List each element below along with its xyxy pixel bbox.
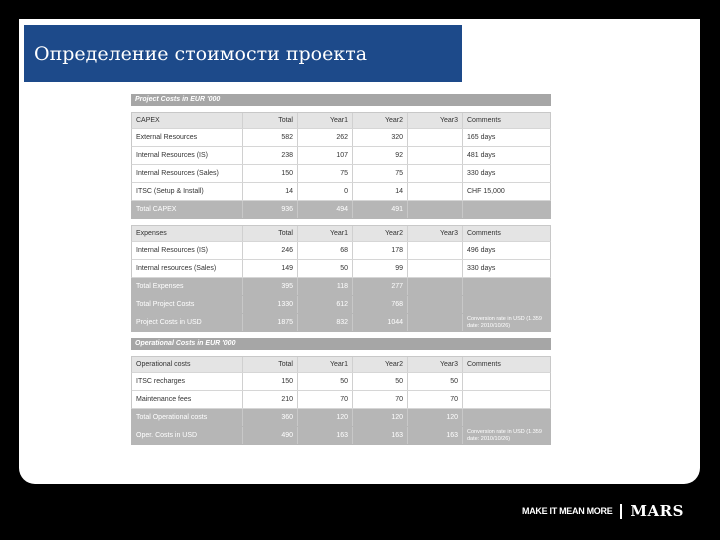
comment-cell bbox=[463, 278, 550, 295]
value-cell: 238 bbox=[243, 147, 298, 164]
value-cell: Year3 bbox=[408, 226, 463, 241]
project-costs-table bbox=[131, 94, 551, 445]
value-cell: 163 bbox=[353, 427, 408, 444]
value-cell: 936 bbox=[243, 201, 298, 218]
value-cell: 107 bbox=[298, 147, 353, 164]
value-cell: 582 bbox=[243, 129, 298, 146]
brand-logo: MARS bbox=[630, 502, 684, 520]
value-cell: 491 bbox=[353, 201, 408, 218]
value-cell: 70 bbox=[408, 391, 463, 408]
value-cell: 262 bbox=[298, 129, 353, 146]
summary-row bbox=[131, 427, 551, 445]
value-cell: Year2 bbox=[353, 226, 408, 241]
value-cell: 490 bbox=[243, 427, 298, 444]
value-cell bbox=[408, 260, 463, 277]
value-cell: 150 bbox=[243, 373, 298, 390]
value-cell: 494 bbox=[298, 201, 353, 218]
value-cell: 768 bbox=[353, 296, 408, 313]
value-cell: 75 bbox=[298, 165, 353, 182]
row-label: Project Costs in USD bbox=[132, 314, 243, 331]
value-cell: Total bbox=[243, 113, 298, 128]
value-cell: 149 bbox=[243, 260, 298, 277]
value-cell: 70 bbox=[298, 391, 353, 408]
value-cell bbox=[408, 242, 463, 259]
table-header-row bbox=[131, 112, 551, 129]
value-cell bbox=[408, 314, 463, 331]
total-row bbox=[131, 278, 551, 296]
value-cell: Year1 bbox=[298, 113, 353, 128]
brand-tagline: MAKE IT MEAN MORE bbox=[522, 506, 613, 516]
value-cell: Year2 bbox=[353, 357, 408, 372]
table-row bbox=[131, 260, 551, 278]
row-label: Operational costs bbox=[132, 357, 243, 372]
row-label: CAPEX bbox=[132, 113, 243, 128]
value-cell: 120 bbox=[408, 409, 463, 426]
table-header-row bbox=[131, 356, 551, 373]
value-cell: 50 bbox=[408, 373, 463, 390]
row-label: External Resources bbox=[132, 129, 243, 146]
comment-cell bbox=[463, 201, 550, 218]
value-cell: 360 bbox=[243, 409, 298, 426]
value-cell: 75 bbox=[353, 165, 408, 182]
comment-cell: Comments bbox=[467, 230, 501, 237]
section-header: Project Costs in EUR '000 bbox=[131, 94, 551, 106]
table-row bbox=[131, 165, 551, 183]
value-cell: 92 bbox=[353, 147, 408, 164]
total-row bbox=[131, 409, 551, 427]
comment-cell bbox=[463, 373, 550, 390]
row-label: Total CAPEX bbox=[132, 201, 243, 218]
row-label: Internal Resources (Sales) bbox=[132, 165, 243, 182]
comment-cell: 330 days bbox=[467, 170, 496, 177]
value-cell: 163 bbox=[408, 427, 463, 444]
comment-cell: Conversion rate in USD (1.359 date: 2010/10/26) bbox=[467, 316, 542, 329]
value-cell: 178 bbox=[353, 242, 408, 259]
row-label: Total Project Costs bbox=[132, 296, 243, 313]
total-row bbox=[131, 201, 551, 219]
value-cell: 210 bbox=[243, 391, 298, 408]
value-cell: 395 bbox=[243, 278, 298, 295]
row-label: Internal Resources (IS) bbox=[132, 242, 243, 259]
value-cell bbox=[408, 129, 463, 146]
row-label: Internal resources (Sales) bbox=[132, 260, 243, 277]
row-label: Maintenance fees bbox=[132, 391, 243, 408]
row-label: Expenses bbox=[132, 226, 243, 241]
value-cell: Total bbox=[243, 226, 298, 241]
row-label: ITSC recharges bbox=[132, 373, 243, 390]
summary-row bbox=[131, 296, 551, 314]
comment-cell: 496 days bbox=[467, 247, 496, 254]
value-cell: Year1 bbox=[298, 357, 353, 372]
comment-cell: 165 days bbox=[467, 134, 496, 141]
value-cell bbox=[408, 201, 463, 218]
table-row bbox=[131, 373, 551, 391]
value-cell: 163 bbox=[298, 427, 353, 444]
value-cell: 99 bbox=[353, 260, 408, 277]
table-row bbox=[131, 242, 551, 260]
value-cell: 118 bbox=[298, 278, 353, 295]
value-cell: 1044 bbox=[353, 314, 408, 331]
value-cell: 14 bbox=[353, 183, 408, 200]
row-label: Oper. Costs in USD bbox=[132, 427, 243, 444]
table-header-row bbox=[131, 225, 551, 242]
value-cell: 0 bbox=[298, 183, 353, 200]
value-cell bbox=[408, 183, 463, 200]
comment-cell: Conversion rate in USD (1.359 date: 2010/10/26) bbox=[467, 429, 542, 442]
value-cell: 50 bbox=[353, 373, 408, 390]
comment-cell: Comments bbox=[467, 117, 501, 124]
value-cell: 50 bbox=[298, 373, 353, 390]
value-cell: 68 bbox=[298, 242, 353, 259]
value-cell: Year3 bbox=[408, 357, 463, 372]
section-header: Operational Costs in EUR '000 bbox=[131, 338, 551, 350]
comment-cell bbox=[463, 409, 550, 426]
value-cell: 120 bbox=[298, 409, 353, 426]
value-cell: 14 bbox=[243, 183, 298, 200]
value-cell: 50 bbox=[298, 260, 353, 277]
value-cell: 1875 bbox=[243, 314, 298, 331]
table-row bbox=[131, 129, 551, 147]
value-cell: 150 bbox=[243, 165, 298, 182]
table-row bbox=[131, 391, 551, 409]
summary-row bbox=[131, 314, 551, 332]
slide-title: Определение стоимости проекта bbox=[24, 25, 462, 82]
row-label: ITSC (Setup & Install) bbox=[132, 183, 243, 200]
value-cell: 832 bbox=[298, 314, 353, 331]
value-cell: Year2 bbox=[353, 113, 408, 128]
comment-cell: 330 days bbox=[467, 265, 496, 272]
value-cell: 246 bbox=[243, 242, 298, 259]
value-cell: 612 bbox=[298, 296, 353, 313]
brand-separator bbox=[620, 504, 622, 519]
value-cell bbox=[408, 296, 463, 313]
value-cell: Year1 bbox=[298, 226, 353, 241]
comment-cell: 481 days bbox=[467, 152, 496, 159]
row-label: Total Operational costs bbox=[132, 409, 243, 426]
value-cell bbox=[408, 147, 463, 164]
table-row bbox=[131, 147, 551, 165]
value-cell bbox=[408, 165, 463, 182]
value-cell: 320 bbox=[353, 129, 408, 146]
value-cell: 1330 bbox=[243, 296, 298, 313]
row-label: Total Expenses bbox=[132, 278, 243, 295]
comment-cell bbox=[463, 391, 550, 408]
comment-cell: Comments bbox=[467, 361, 501, 368]
value-cell: 70 bbox=[353, 391, 408, 408]
table-row bbox=[131, 183, 551, 201]
value-cell bbox=[408, 278, 463, 295]
value-cell: Total bbox=[243, 357, 298, 372]
comment-cell: CHF 15,000 bbox=[467, 188, 505, 195]
value-cell: Year3 bbox=[408, 113, 463, 128]
row-label: Internal Resources (IS) bbox=[132, 147, 243, 164]
comment-cell bbox=[463, 296, 550, 313]
brand-footer bbox=[522, 502, 684, 520]
value-cell: 120 bbox=[353, 409, 408, 426]
value-cell: 277 bbox=[353, 278, 408, 295]
